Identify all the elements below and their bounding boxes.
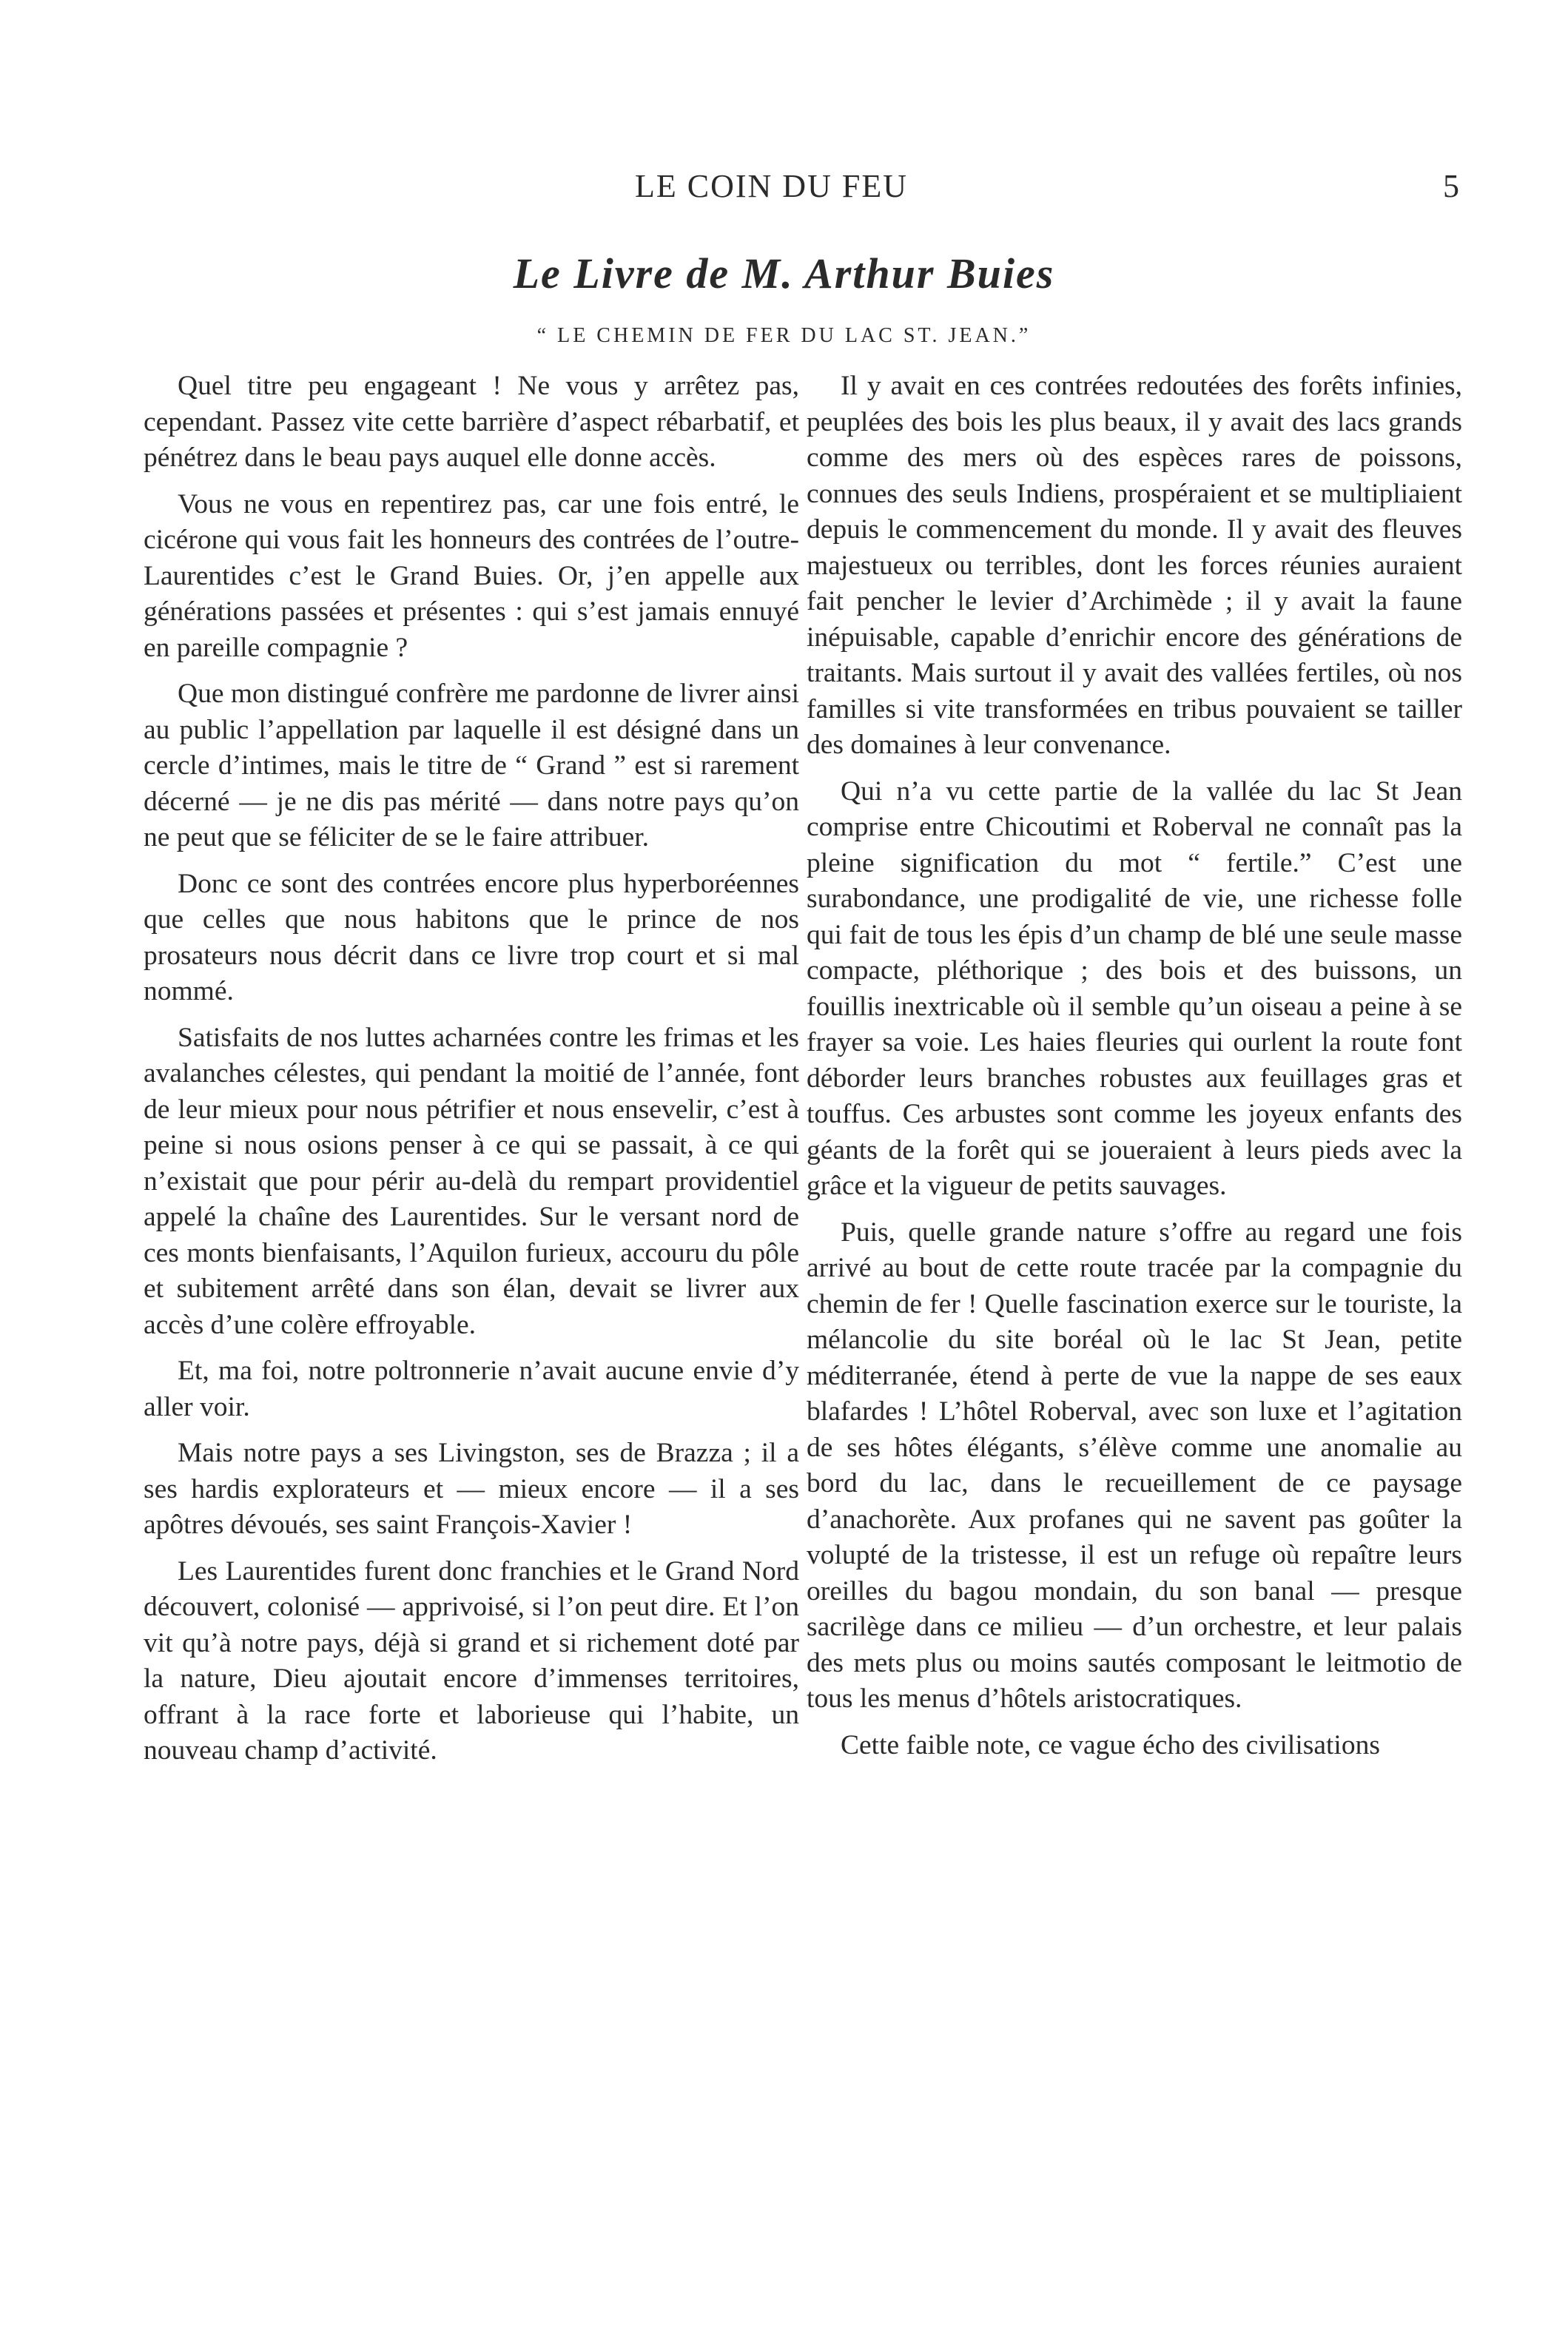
- paragraph: Il y avait en ces contrées redoutées des forêts infinies, peuplées des bois les plus beaux, il y avait des lacs grands comme des mers où des espèces rares de poissons, connues des seuls Indiens, prospéraient et se multipliaient depuis le commencement du monde. Il y avait des fleuves majestueux ou terribles, dont les forces réunies auraient fait pencher le levier d’Archimède ; il y avait la faune inépuisable, capable d’enrichir encore des générations de traitants. Mais surtout il y avait des vallées fertiles, où nos familles si vite transformées en tribus pouvaient se tailler des domaines à leur convenance.: [807, 371, 1462, 760]
- paragraph: Satisfaits de nos luttes acharnées contre les frimas et les avalanches célestes, qui pendant la moitié de l’année, font de leur mieux pour nous pétrifier et nous ensevelir, c’est à peine si nous osions penser à ce qui se passait, à ce qui n’existait que pour périr au-delà du rempart providentiel appelé la chaîne des Laurentides. Sur le versant nord de ces monts bienfaisants, l’Aquilon furieux, accouru du pôle et subitement arrêté dans son élan, devait se livrer aux accès d’une colère effroyable.: [144, 1022, 799, 1340]
- paragraph: Puis, quelle grande nature s’offre au regard une fois arrivé au bout de cette route tracée par la compagnie du chemin de fer ! Quelle fascination exerce sur le touriste, la mélancolie du site boréal où le lac St Jean, petite méditerranée, étend à perte de vue la nappe de ses eaux blafardes ! L’hôtel Roberval, avec son luxe et l’agitation de ses hôtes élégants, s’élève comme une anomalie au bord du lac, dans le recueillement de ce paysage d’anachorète. Aux profanes qui ne savent pas goûter la volupté de la tristesse, il est un refuge où repaître leurs oreilles du bagou mondain, du son banal — presque sacrilège dans ce milieu — d’un orchestre, et leur palais des mets plus ou moins sautés composant le leitmotio de tous les menus d’hôtels aristocratiques.: [807, 1217, 1462, 1714]
- left-column: [144, 369, 799, 1780]
- article-title: Le Livre de M. Arthur Buies: [513, 249, 1055, 297]
- article-subtitle: “ LE CHEMIN DE FER DU LAC ST. JEAN.”: [536, 324, 1032, 347]
- right-column: [807, 369, 1462, 1774]
- page-number: 5: [1443, 168, 1459, 204]
- paragraph: Mais notre pays a ses Livingston, ses de Brazza ; il a ses hardis explorateurs et — mieux encore — il a ses apôtres dévoués, ses saint François-Xavier !: [144, 1438, 799, 1540]
- paragraph: Les Laurentides furent donc franchies et le Grand Nord découvert, colonisé — apprivoisé, si l’on peut dire. Et l’on vit qu’à notre pays, déjà si grand et si richement doté par la nature, Dieu ajoutait encore d’immenses territoires, offrant à la race forte et laborieuse qui l’habite, un nouveau champ d’activité.: [144, 1555, 799, 1766]
- paragraph: Et, ma foi, notre poltronnerie n’avait aucune envie d’y aller voir.: [144, 1356, 799, 1422]
- paragraph: Donc ce sont des contrées encore plus hyperboréennes que celles que nous habitons que le prince de nos prosateurs nous décrit dans ce livre trop court et si mal nommé.: [144, 868, 799, 1006]
- paragraph: Qui n’a vu cette partie de la vallée du lac St Jean comprise entre Chicoutimi et Roberval ne connaît pas la pleine signification du mot “ fertile.” C’est une surabondance, une prodigalité de vie, une richesse folle qui fait de tous les épis d’un champ de blé une seule masse compacte, pléthorique ; des bois et des buissons, un fouillis inextricable où il semble qu’un oiseau a peine à se frayer sa voie. Les haies fleuries qui ourlent la route font déborder leurs branches robustes aux feuillages gras et touffus. Ces arbustes sont comme les joyeux enfants des géants de la forêt qui se joueraient à leurs pieds avec la grâce et la vigueur de petits sauvages.: [807, 776, 1462, 1201]
- paragraph: Que mon distingué confrère me pardonne de livrer ainsi au public l’appellation par laquelle il est désigné dans un cercle d’intimes, mais le titre de “ Grand ” est si rarement décerné — je ne dis pas mérité — dans notre pays qu’on ne peut que se féliciter de se le faire attribuer.: [144, 679, 799, 852]
- running-title: LE COIN DU FEU: [635, 168, 908, 204]
- paragraph: Quel titre peu engageant ! Ne vous y arrêtez pas, cependant. Passez vite cette barrière d’aspect rébarbatif, et pénétrez dans le beau pays auquel elle donne accès.: [144, 371, 799, 473]
- paragraph: Vous ne vous en repentirez pas, car une fois entré, le cicérone qui vous fait les honneurs des contrées de l’outre-Laurentides c’est le Grand Buies. Or, j’en appelle aux générations passées et présentes : qui s’est jamais ennuyé en pareille compagnie ?: [144, 488, 799, 663]
- paragraph: Cette faible note, ce vague écho des civilisations: [841, 1729, 1380, 1760]
